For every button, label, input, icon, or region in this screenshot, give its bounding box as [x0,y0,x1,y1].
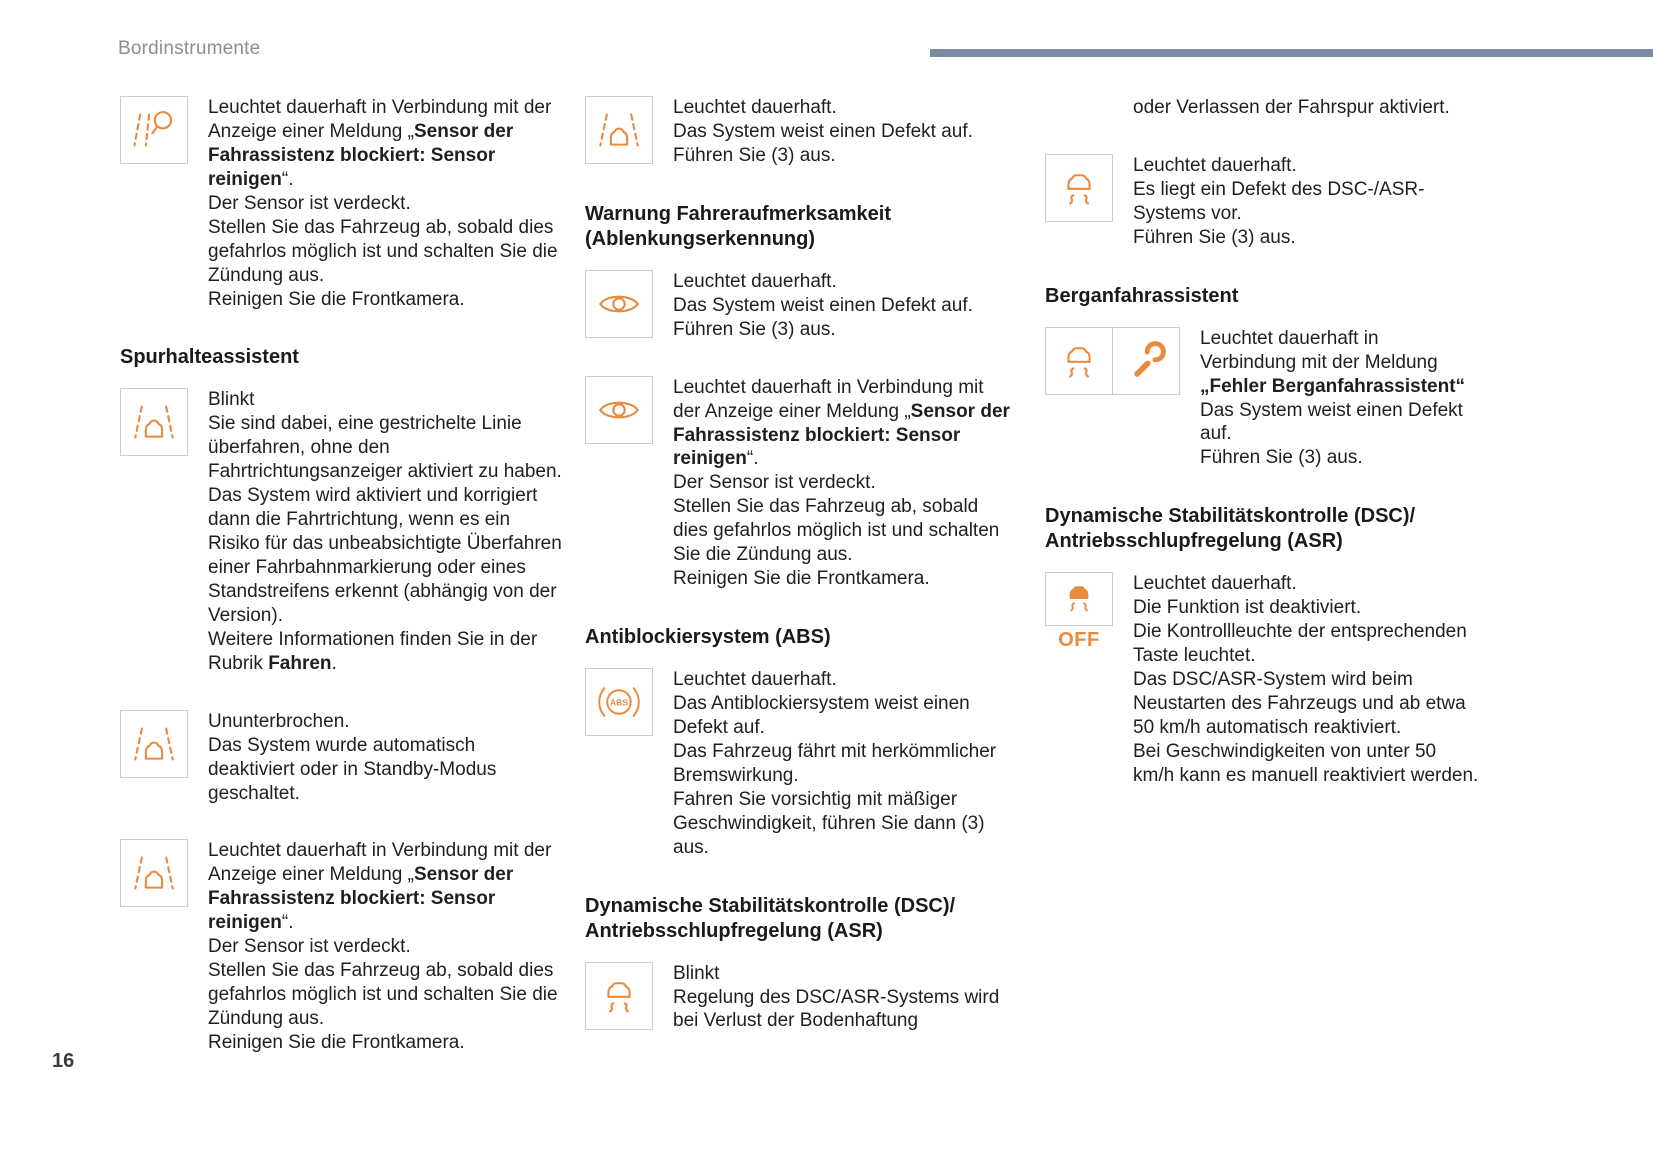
bold-text-run: Sensor der Fahrassistenz blockiert: Sensor reinigen [208,864,514,934]
text-line [1133,740,1479,788]
text-run: Leuchtet dauerhaft in Verbindung mit der Anzeige einer Meldung „ [208,840,552,886]
indicator-description [1133,154,1479,250]
text-line [673,96,1013,120]
section-heading-abs: Antiblockiersystem (ABS) [585,626,831,649]
text-line [673,986,1013,1034]
text-run: Bei Geschwindigkeiten von unter 50 km/h kann es manuell reaktiviert werden. [1133,740,1479,786]
wrench-icon [1112,327,1180,395]
entry-dsc-defect [1045,154,1479,250]
icon-pair [1045,327,1180,471]
text-run: Leuchtet dauerhaft in Verbindung mit der Anzeige einer Meldung „ [208,97,552,142]
text-line [208,935,562,959]
page-number: 16 [52,1050,75,1072]
text-line [208,388,562,412]
off-label: OFF [1058,629,1100,652]
text-run: “. [281,912,294,934]
text-line [208,839,562,935]
text-line [673,668,1013,692]
text-run: Führen Sie (3) aus. [673,318,836,340]
text-run: Leuchtet dauerhaft. [1133,573,1297,595]
section-heading-fahreraufmerksamkeit: Warnung Fahreraufmerksamkeit (Ablenkungserkennung) [585,202,892,250]
bold-text-run: Sensor der Fahrassistenz blockiert: Sensor reinigen [673,400,1010,470]
text-line [208,192,562,216]
icon-spacer [1045,96,1113,100]
entry-dsc-blink-continuation [1045,96,1479,120]
text-run: oder Verlassen der Fahrspur aktiviert. [1133,97,1450,118]
camera-sensor-blocked-icon [120,96,188,164]
lane-assist-icon [120,710,188,778]
text-run: Das Fahrzeug fährt mit herkömmlicher Bremswirkung. [673,740,997,786]
indicator-description [1133,96,1479,120]
text-run: “. [746,448,759,470]
text-line [208,96,562,192]
text-line [208,1031,562,1055]
text-line [1133,668,1479,740]
text-run: Blinkt [208,389,255,411]
text-run: . [331,652,337,674]
bold-text-run: Fahren [268,652,332,674]
indicator-description [673,962,1013,1034]
indicator-description [673,668,1013,860]
text-line [1133,96,1479,120]
text-run: Ununterbrochen. [208,710,350,732]
text-run: Das System weist einen Defekt auf. [673,294,973,316]
esc-car-skid-icon [1045,327,1113,395]
lane-assist-icon [120,839,188,907]
driver-attention-eye-icon [585,270,653,338]
text-run: Das System wurde automatisch deaktiviert oder in Standby-Modus geschaltet. [208,734,497,804]
text-line [1200,327,1479,399]
text-run: Stellen Sie das Fahrzeug ab, sobald dies gefahrlos möglich ist und schalten Sie die Zündung aus. [673,496,1000,566]
text-line [1133,596,1479,620]
section-heading-dsc-asr: Dynamische Stabilitätskontrolle (DSC)/ Antriebsschlupfregelung (ASR) [585,894,956,942]
text-run: Die Funktion ist deaktiviert. [1133,597,1362,619]
text-line [208,628,562,676]
text-run: Das System weist einen Defekt auf. [673,120,973,142]
entry-lane-assist-continuous [120,710,562,806]
text-run: “. [281,168,294,190]
section-heading-spurhalteassistent: Spurhalteassistent [120,346,299,369]
text-run: Führen Sie (3) aus. [673,144,836,166]
text-run: Das DSC/ASR-System wird beim Neustarten des Fahrzeugs und ab etwa 50 km/h automatisch reaktiviert. [1133,669,1466,738]
text-run: Blinkt [673,962,720,984]
indicator-description [208,96,562,311]
lane-assist-icon [585,96,653,164]
indicator-description [673,270,1013,342]
text-line [208,734,562,806]
text-run: Die Kontrollleuchte der entsprechenden Taste leuchtet. [1133,621,1467,667]
entry-berganfahr-defect [1045,327,1479,471]
text-line [673,962,1013,986]
content-column-1 [120,96,562,1089]
text-line [1133,178,1479,226]
text-run: Leuchtet dauerhaft. [673,97,837,118]
text-line [1133,154,1479,178]
text-run: Leuchtet dauerhaft in Verbindung mit der Meldung [1200,327,1438,373]
text-run: Reinigen Sie die Frontkamera. [208,1031,465,1053]
text-run: Der Sensor ist verdeckt. [673,472,876,494]
entry-attention-defect [585,270,1013,342]
text-line [1200,399,1479,447]
text-line [673,376,1013,472]
text-line [1133,572,1479,596]
indicator-description [673,376,1013,591]
indicator-description [673,96,1013,168]
text-line [673,567,1013,591]
indicator-description [1200,327,1479,471]
text-run: Stellen Sie das Fahrzeug ab, sobald dies gefahrlos möglich ist und schalten Sie die Zündung aus. [208,216,558,286]
content-column-3 [1045,96,1479,822]
text-run: Führen Sie (3) aus. [1133,226,1296,248]
indicator-description [208,839,562,1054]
indicator-description [208,710,562,806]
text-run: Es liegt ein Defekt des DSC-/ASR-Systems vor. [1133,178,1425,224]
content-column-2 [585,96,1013,1067]
entry-abs-defect [585,668,1013,860]
esc-car-skid-icon [585,962,653,1030]
text-line [1200,446,1479,470]
text-run: Reinigen Sie die Frontkamera. [208,288,465,310]
text-run: Reinigen Sie die Frontkamera. [673,568,930,590]
entry-lane-assist-sensor-blocked [120,839,562,1054]
entry-lane-assist-defect [585,96,1013,168]
text-run: Leuchtet dauerhaft in Verbindung mit der Anzeige einer Meldung „ [673,376,984,422]
text-run: Das System weist einen Defekt auf. [1200,399,1463,445]
text-line [673,495,1013,567]
text-line [208,484,562,628]
bold-text-run: „Fehler Berganfahrassistent“ [1200,375,1466,397]
entry-sensor-blocked [120,96,562,311]
text-line [208,412,562,484]
entry-lane-assist-blink [120,388,562,675]
text-run: Sie sind dabei, eine gestrichelte Linie überfahren, ohne den Fahrtrichtungsanzeiger aktiviert zu haben. [208,413,562,483]
bold-text-run: Sensor der Fahrassistenz blockiert: Sensor reinigen [208,120,514,190]
text-line [208,710,562,734]
section-heading-berganfahrassistent: Berganfahrassistent [1045,284,1239,307]
text-run: Leuchtet dauerhaft. [673,270,837,292]
entry-dsc-off [1045,572,1479,787]
abs-icon [585,668,653,736]
text-line [673,270,1013,294]
text-line [673,692,1013,740]
text-run: Der Sensor ist verdeckt. [208,936,411,958]
text-line [673,144,1013,168]
text-run: Regelung des DSC/ASR-Systems wird bei Verlust der Bodenhaftung [673,986,1000,1032]
entry-dsc-blink [585,962,1013,1034]
text-run: Leuchtet dauerhaft. [1133,154,1297,176]
text-line [1133,620,1479,668]
chapter-header: Bordinstrumente [118,38,261,59]
text-run: Leuchtet dauerhaft. [673,669,837,691]
header-accent-bar [930,49,1653,57]
text-line [208,288,562,312]
text-line [673,788,1013,860]
text-run: Weitere Informationen finden Sie in der Rubrik [208,628,538,674]
section-heading-dsc-asr: Dynamische Stabilitätskontrolle (DSC)/ Antriebsschlupfregelung (ASR) [1045,505,1416,553]
text-run: Das Antiblockiersystem weist einen Defekt auf. [673,693,970,738]
icon-with-label [1045,572,1113,787]
entry-attention-sensor-blocked [585,376,1013,591]
text-line [673,120,1013,144]
text-run: Fahren Sie vorsichtig mit mäßiger Geschwindigkeit, führen Sie dann (3) aus. [673,788,985,858]
esc-off-icon [1045,572,1113,626]
text-line [673,471,1013,495]
text-line [1133,226,1479,250]
text-line [673,740,1013,788]
text-line [208,959,562,1031]
text-run: Das System wird aktiviert und korrigiert dann die Fahrtrichtung, wenn es ein Risiko für das unbeabsichtigte Überfahren einer Fahrbahnmarkierung oder eines Standstreifens erkennt (abhängig von der Version). [208,485,562,626]
text-run: Stellen Sie das Fahrzeug ab, sobald dies gefahrlos möglich ist und schalten Sie die Zündung aus. [208,960,558,1029]
lane-assist-icon [120,388,188,456]
abs-icon-label: ABS [610,697,628,708]
indicator-description [208,388,562,675]
text-line [673,318,1013,342]
text-run: Der Sensor ist verdeckt. [208,192,411,214]
text-line [208,216,562,288]
text-run: Führen Sie (3) aus. [1200,447,1363,469]
text-line [673,294,1013,318]
indicator-description [1133,572,1479,787]
esc-car-skid-icon [1045,154,1113,222]
driver-attention-eye-icon [585,376,653,444]
